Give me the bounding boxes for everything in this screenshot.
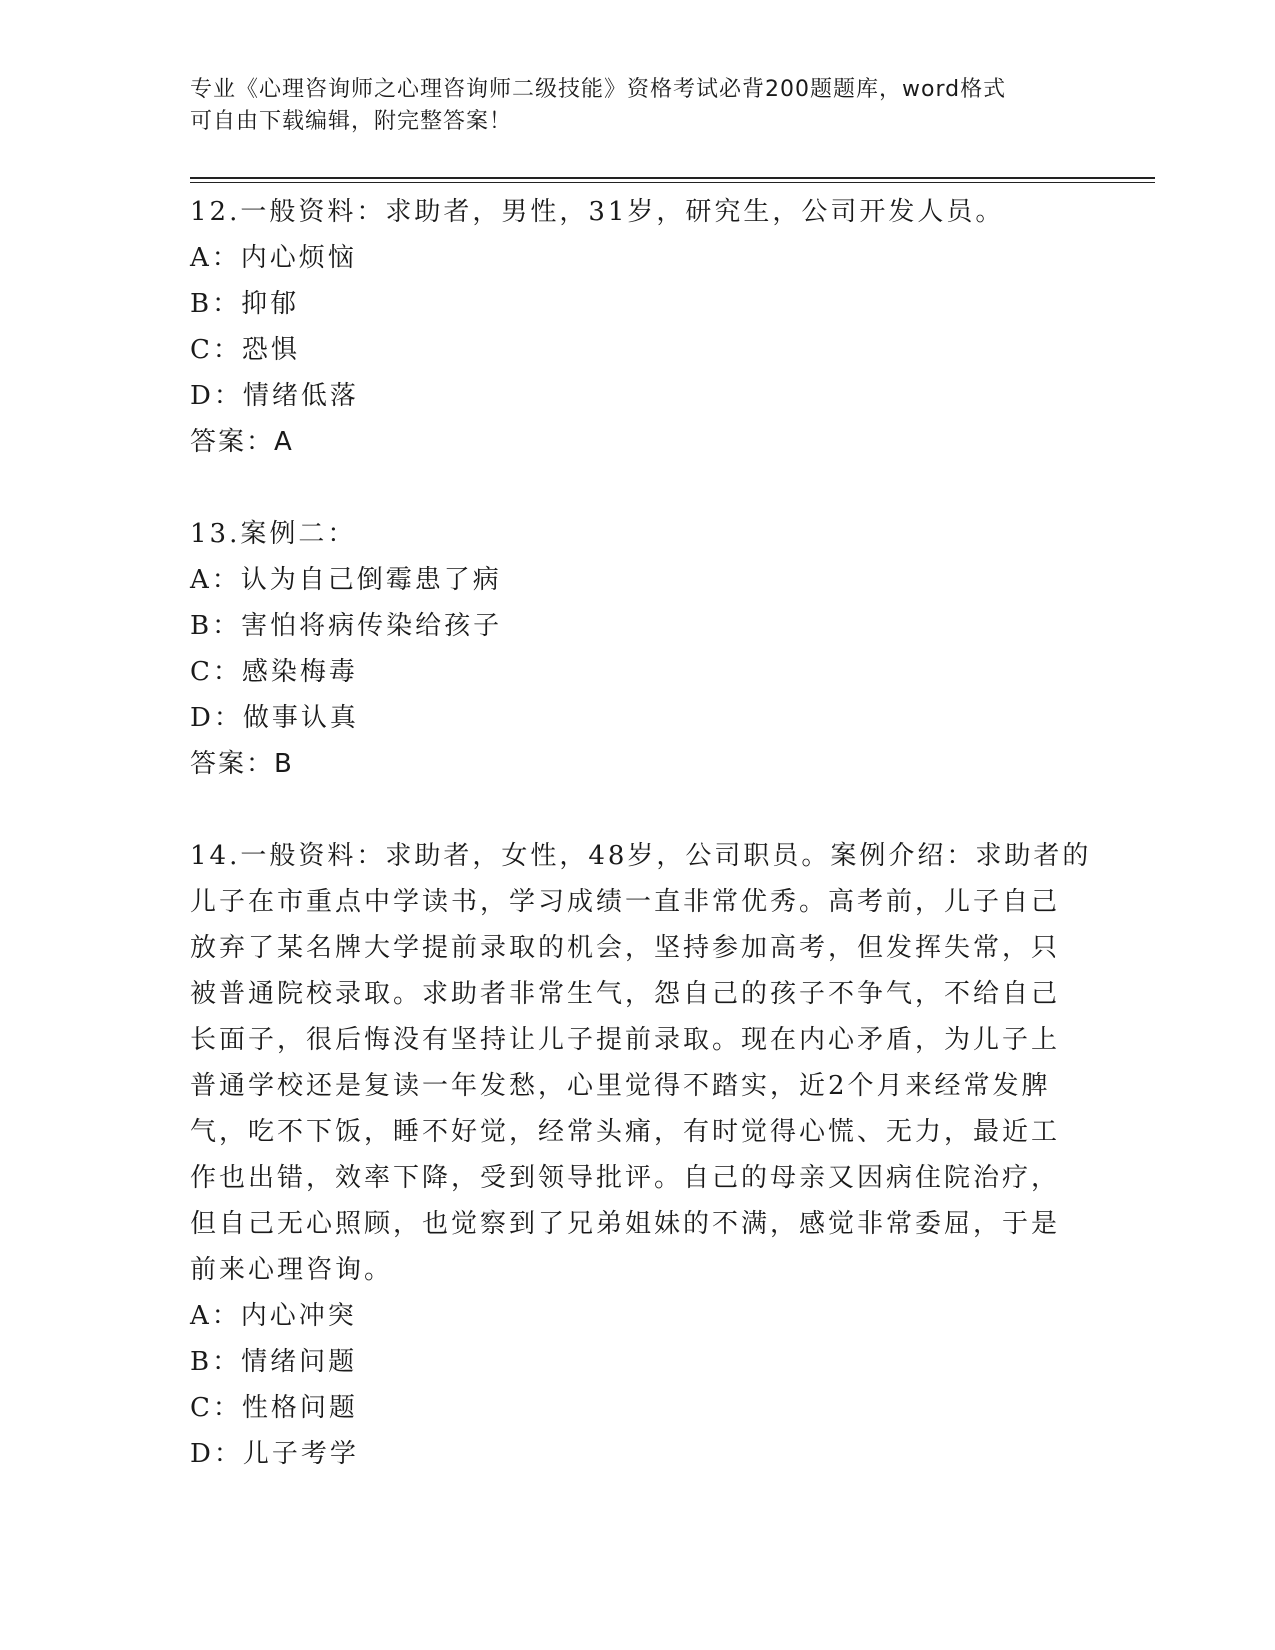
header-line-1: 专业《心理咨询师之心理咨询师二级技能》资格考试必背200题题库，word格式	[190, 77, 1007, 102]
question-spacer	[190, 465, 1090, 511]
question-13	[190, 511, 1090, 787]
question-stem-line: 作也出错，效率下降，受到领导批评。自己的母亲又因病住院治疗，	[190, 1163, 1061, 1193]
header-divider-thick	[190, 177, 1155, 179]
question-stem-line: 14.一般资料：求助者，女性，48岁，公司职员。案例介绍：求助者的	[190, 841, 1092, 871]
question-stem-line: 13.案例二：	[190, 519, 357, 549]
question-stem-line: 放弃了某名牌大学提前录取的机会，坚持参加高考，但发挥失常，只	[190, 933, 1061, 963]
option-d: D：做事认真	[190, 703, 359, 733]
question-stem-line: 被普通院校录取。求助者非常生气，怨自己的孩子不争气，不给自己	[190, 979, 1061, 1009]
option-b: B：抑郁	[190, 289, 300, 319]
header-divider-thin	[190, 182, 1155, 183]
option-d: D：情绪低落	[190, 381, 359, 411]
option-c: C：感染梅毒	[190, 657, 358, 687]
option-a: A：内心冲突	[190, 1301, 357, 1331]
option-d: D：儿子考学	[190, 1439, 359, 1469]
option-a: A：认为自己倒霉患了病	[190, 565, 502, 595]
answer-label: 答案：A	[190, 427, 294, 457]
question-stem-line: 普通学校还是复读一年发愁，心里觉得不踏实，近2个月来经常发脾	[190, 1071, 1051, 1101]
option-b: B：情绪问题	[190, 1347, 358, 1377]
question-spacer	[190, 787, 1090, 833]
option-b: B：害怕将病传染给孩子	[190, 611, 503, 641]
question-stem-line: 但自己无心照顾，也觉察到了兄弟姐妹的不满，感觉非常委屈，于是	[190, 1209, 1061, 1239]
question-stem-line: 长面子，很后悔没有坚持让儿子提前录取。现在内心矛盾，为儿子上	[190, 1025, 1061, 1055]
option-a: A：内心烦恼	[190, 243, 357, 273]
question-stem-line: 12.一般资料：求助者，男性，31岁，研究生，公司开发人员。	[190, 197, 1005, 227]
question-list	[190, 189, 1090, 1477]
question-stem-line: 前来心理咨询。	[190, 1255, 394, 1285]
question-12	[190, 189, 1090, 465]
question-stem-line: 气，吃不下饭，睡不好觉，经常头痛，有时觉得心慌、无力，最近工	[190, 1117, 1061, 1147]
answer-label: 答案：B	[190, 749, 294, 779]
header-line-2: 可自由下载编辑，附完整答案！	[190, 109, 513, 134]
option-c: C：性格问题	[190, 1393, 358, 1423]
document-header	[190, 74, 1090, 138]
question-14	[190, 833, 1090, 1477]
question-stem-line: 儿子在市重点中学读书，学习成绩一直非常优秀。高考前，儿子自己	[190, 887, 1061, 917]
option-c: C：恐惧	[190, 335, 300, 365]
